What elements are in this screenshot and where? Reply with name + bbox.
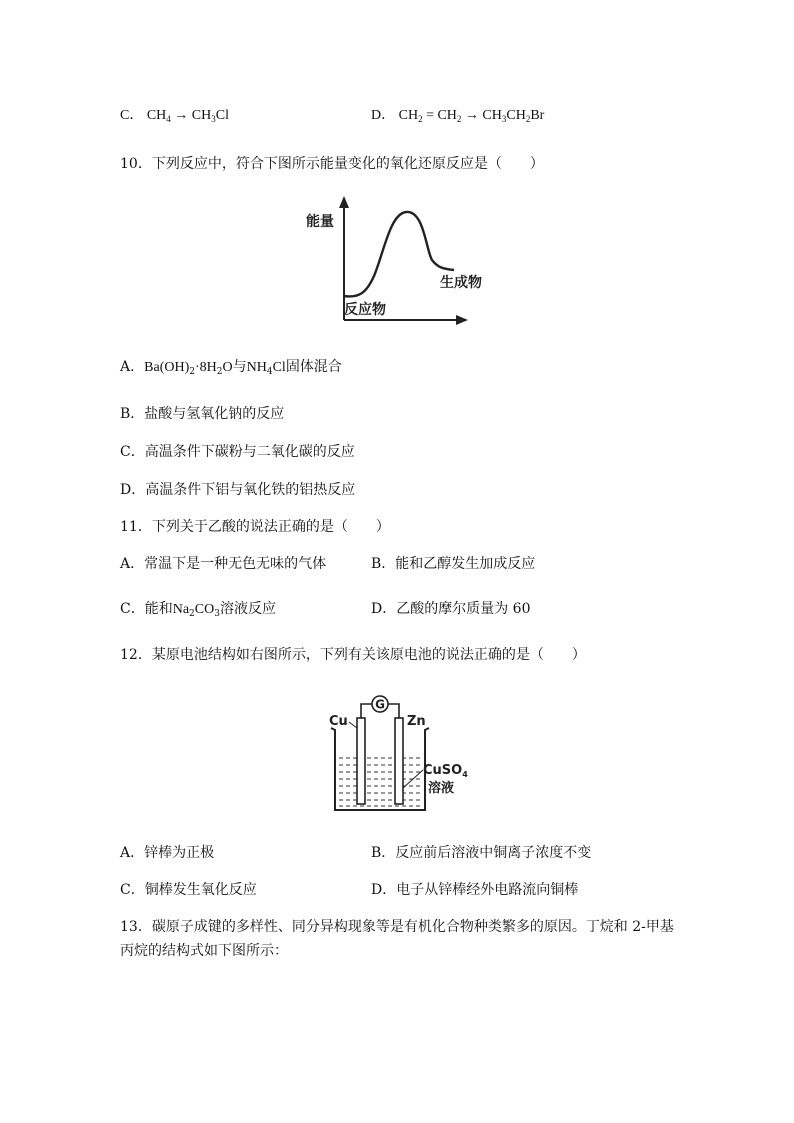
- reactant-label: 反应物: [344, 302, 386, 318]
- product-label: 生成物: [440, 275, 482, 291]
- q13-stem-line2: 丙烷的结构式如下图所示：: [120, 943, 288, 959]
- solution-leader-line: [403, 770, 423, 788]
- q11-option-d: D．乙酸的摩尔质量为 60: [371, 601, 531, 617]
- wire-left: [361, 704, 372, 718]
- q10-stem: 10．下列反应中，符合下图所示能量变化的氧化还原反应是（ ）: [120, 156, 544, 172]
- solution-word: 溶液: [428, 781, 455, 796]
- zinc-electrode: [395, 718, 403, 804]
- solution-hatch: [339, 758, 421, 806]
- q11-option-c: C．能和$Na_2CO_3$溶液反应: [120, 601, 276, 619]
- copper-leader-line: [349, 722, 357, 728]
- energy-curve: [344, 212, 454, 297]
- wire-right: [388, 704, 399, 718]
- q10-option-c: C．高温条件下碳粉与二氧化碳的反应: [120, 444, 355, 460]
- q9-option-d: D． $CH_2 = CH_2 \to CH_3CH_2Br$: [371, 108, 545, 124]
- x-axis-arrow-icon: [456, 315, 468, 325]
- q12-option-d: D．电子从锌棒经外电路流向铜棒: [371, 882, 579, 898]
- y-axis-arrow-icon: [339, 196, 349, 208]
- q10-option-a: A．$Ba(OH)_2\cdot 8H_2O$与$NH_4Cl$固体混合: [120, 359, 342, 377]
- q12-option-c: C．铜棒发生氧化反应: [120, 882, 257, 898]
- q9-option-c: C． $CH_4 \to CH_3Cl$: [120, 108, 229, 124]
- q11-option-b: B．能和乙醇发生加成反应: [371, 556, 536, 572]
- energy-diagram: [300, 192, 482, 332]
- q13-stem-line1: 13．碳原子成键的多样性、同分异构现象等是有机化合物种类繁多的原因。丁烷和 2-甲基: [120, 919, 674, 935]
- copper-electrode: [357, 718, 365, 804]
- q11-stem: 11．下列关于乙酸的说法正确的是（ ）: [120, 519, 390, 535]
- q10-option-d: D．高温条件下铝与氧化铁的铝热反应: [120, 482, 356, 498]
- q11-option-a: A．常温下是一种无色无味的气体: [120, 556, 327, 572]
- solution-formula: CuSO$_4$: [423, 763, 468, 779]
- galvanometer-label: G: [375, 697, 385, 712]
- q12-option-a: A．锌棒为正极: [120, 845, 215, 861]
- galvanic-cell-diagram: [325, 686, 475, 816]
- arrow-icon: →: [464, 108, 479, 123]
- q12-option-b: B．反应前后溶液中铜离子浓度不变: [371, 845, 592, 861]
- q10-option-b: B．盐酸与氢氧化钠的反应: [120, 406, 285, 422]
- zinc-label: Zn: [407, 714, 426, 729]
- q12-stem: 12．某原电池结构如右图所示，下列有关该原电池的说法正确的是（ ）: [120, 647, 586, 663]
- beaker: [331, 728, 429, 810]
- copper-label: Cu: [329, 714, 348, 729]
- arrow-icon: →: [174, 108, 189, 123]
- y-axis-label: 能量: [306, 214, 334, 230]
